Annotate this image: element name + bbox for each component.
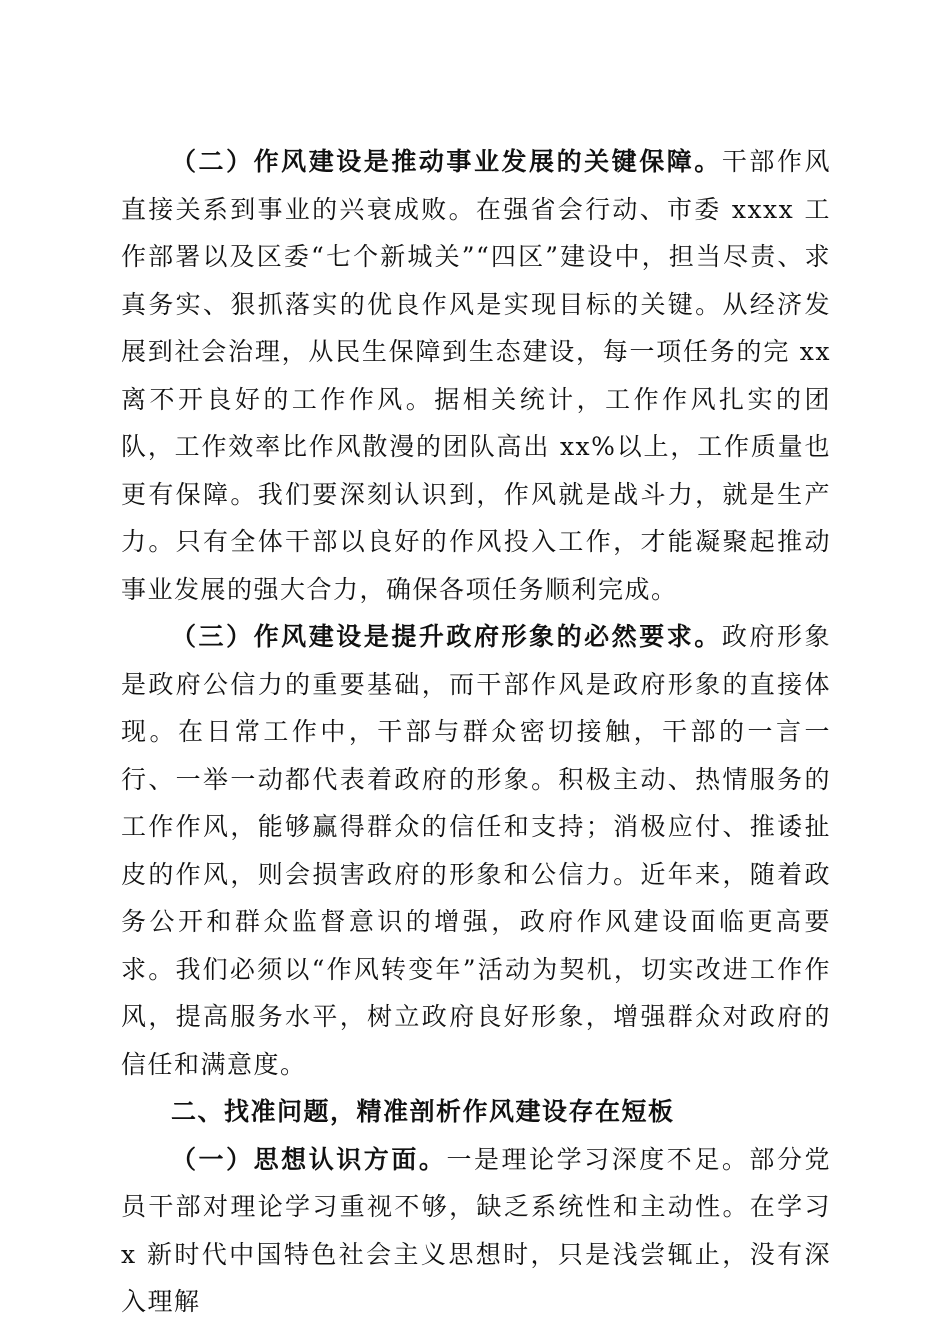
document-body: [121, 138, 831, 1326]
paragraph-key-guarantee: [121, 138, 831, 613]
paragraph-government-image: [121, 613, 831, 1088]
paragraph-text: 干部作风直接关系到事业的兴衰成败。在强省会行动、市委 xxxx 工作部署以及区委“七个新城关”“四区”建设中，担当尽责、求真务实、狠抓落实的优良作风是实现目标的关键。从经济发展到社会治理，从民生保障到生态建设，每一项任务的完 xx 离不开良好的工作作风。据相关统计，工作作风扎实的团队，工作效率比作风散漫的团队高出 xx%以上，工作质量也更有保障。我们要深刻认识到，作风就是战斗力，就是生产力。只有全体干部以良好的作风投入工作，才能凝聚起推动事业发展的强大合力，确保各项任务顺利完成。: [121, 147, 831, 604]
paragraph-lead: （一）思想认识方面。: [171, 1144, 447, 1174]
paragraph-lead: （二）作风建设是推动事业发展的关键保障。: [171, 147, 722, 176]
paragraph-text: 政府形象是政府公信力的重要基础，而干部作风是政府形象的直接体现。在日常工作中，干部与群众密切接触，干部的一言一行、一举一动都代表着政府的形象。积极主动、热情服务的工作作风，能够赢得群众的信任和支持；消极应付、推诿扯皮的作风，则会损害政府的形象和公信力。近年来，随着政务公开和群众监督意识的增强，政府作风建设面临更高要求。我们必须以“作风转变年”活动为契机，切实改进工作作风，提高服务水平，树立政府良好形象，增强群众对政府的信任和满意度。: [121, 622, 831, 1079]
paragraph-text: 一是理论学习深度不足。部分党员干部对理论学习重视不够，缺乏系统性和主动性。在学习 x 新时代中国特色社会主义思想时，只是浅尝辄止，没有深入理解: [121, 1144, 831, 1316]
paragraph-lead: （三）作风建设是提升政府形象的必然要求。: [171, 622, 722, 651]
paragraph-ideological-awareness: [121, 1136, 831, 1326]
section-heading: 二、找准问题，精准剖析作风建设存在短板: [171, 1097, 675, 1126]
